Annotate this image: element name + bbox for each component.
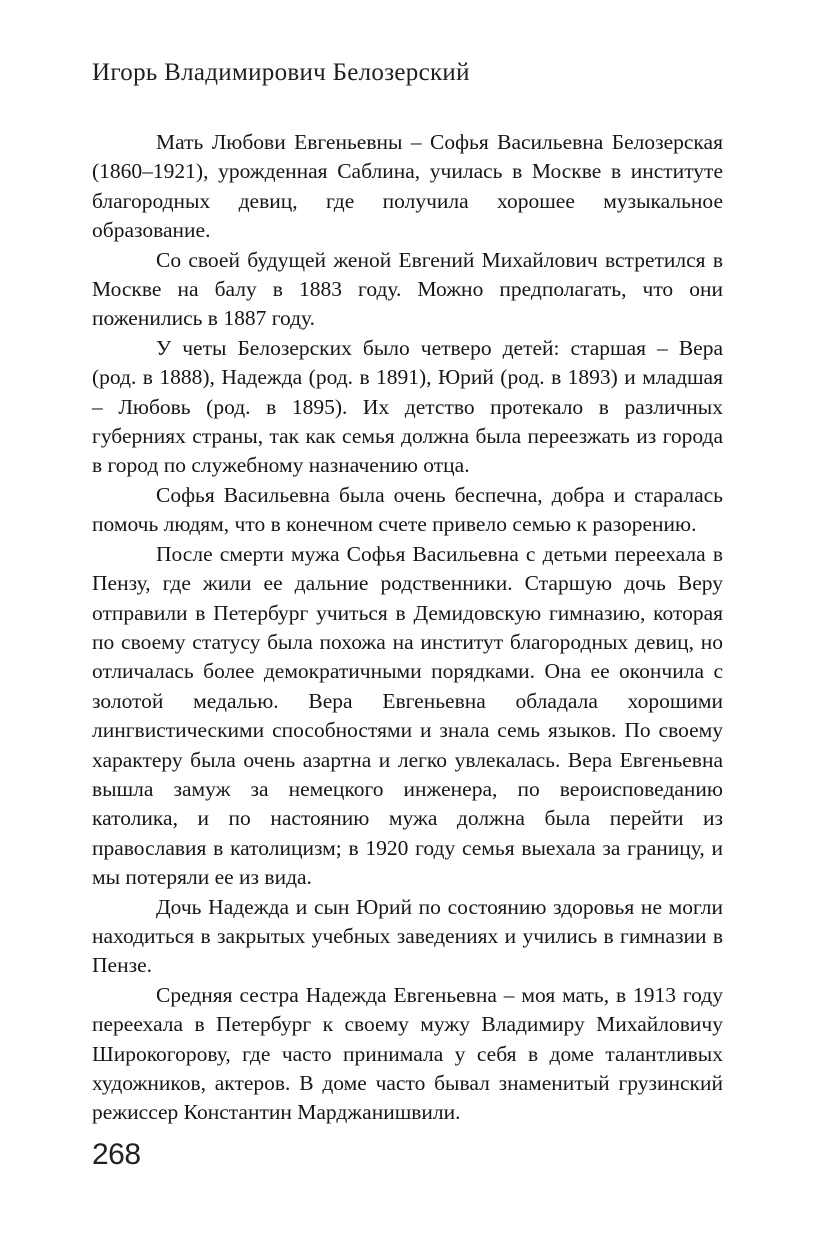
paragraph-3: У четы Белозерских было четверо детей: старшая – Вера (род. в 1888), Надежда (род. в 1891), Юрий (род. в 1893) и младшая – Любовь (род. в 1895). Их детство протекало в различных губерниях страны, так как семья должна была переезжать из города в город по служебному назначению отца.: [92, 335, 723, 478]
page-number: 268: [92, 1138, 141, 1171]
running-header: Игорь Владимирович Белозерский: [92, 59, 470, 86]
paragraph-2: Со своей будущей женой Евгений Михайлович встретился в Москве на балу в 1883 году. Можно предполагать, что они поженились в 1887 году.: [92, 247, 723, 331]
paragraph-1: Мать Любови Евгеньевны – Софья Васильевна Белозерская (1860–1921), урожденная Саблина, училась в Москве в институте благородных девиц, где получила хорошее музыкальное образование.: [92, 130, 723, 243]
body-text: [92, 128, 723, 1128]
paragraph-7: Средняя сестра Надежда Евгеньевна – моя мать, в 1913 году переехала в Петербург к своему мужу Владимиру Михайловичу Широкогорову, где часто принимала у себя в доме талантливых художников, актеров. В доме часто бывал знаменитый грузинский режиссер Константин Марджанишвили.: [92, 982, 723, 1125]
paragraph-4: Софья Васильевна была очень беспечна, добра и старалась помочь людям, что в конечном счете привело семью к разорению.: [92, 482, 723, 537]
paragraph-6: Дочь Надежда и сын Юрий по состоянию здоровья не могли находиться в закрытых учебных заведениях и учились в гимназии в Пензе.: [92, 894, 723, 978]
paragraph-5: После смерти мужа Софья Васильевна с детьми переехала в Пензу, где жили ее дальние родственники. Старшую дочь Веру отправили в Петербург учиться в Демидовскую гимназию, которая по своему статусу была похожа на институт благородных девиц, но отличалась более демократичными порядками. Она ее окончила с золотой медалью. Вера Евгеньевна обладала хорошими лингвистическими способностями и знала семь языков. По своему характеру была очень азартна и легко увлекалась. Вера Евгеньевна вышла замуж за немецкого инженера, по вероисповеданию католика, и по настоянию мужа должна была перейти из православия в католицизм; в 1920 году семья выехала за границу, и мы потеряли ее из вида.: [92, 541, 723, 890]
